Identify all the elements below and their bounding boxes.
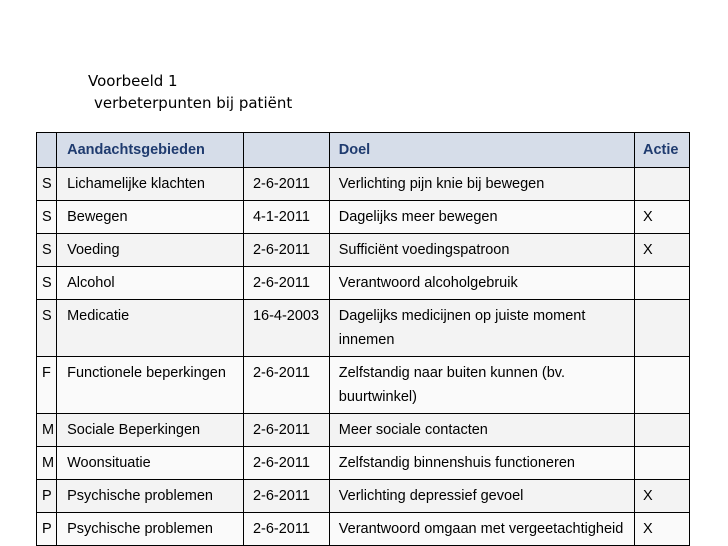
cell-code: M <box>37 447 57 480</box>
cell-area: Lichamelijke klachten <box>57 168 244 201</box>
header-goal: Doel <box>329 133 634 168</box>
table-row <box>37 357 690 414</box>
slide-subtitle: verbeterpunten bij patiënt <box>94 94 293 112</box>
cell-action <box>634 414 689 447</box>
cell-area: Medicatie <box>57 300 244 357</box>
table-header-row <box>37 133 690 168</box>
cell-date: 2-6-2011 <box>243 480 329 513</box>
cell-action <box>634 357 689 414</box>
cell-code: P <box>37 480 57 513</box>
cell-code: S <box>37 168 57 201</box>
cell-date: 2-6-2011 <box>243 168 329 201</box>
cell-goal: Dagelijks meer bewegen <box>329 201 634 234</box>
cell-action <box>634 447 689 480</box>
table-row <box>37 480 690 513</box>
cell-action: X <box>634 513 689 546</box>
slide-title: Voorbeeld 1 <box>88 72 178 90</box>
cell-date: 2-6-2011 <box>243 234 329 267</box>
cell-goal: Verlichting pijn knie bij bewegen <box>329 168 634 201</box>
cell-code: S <box>37 201 57 234</box>
header-code <box>37 133 57 168</box>
improvement-table <box>36 132 690 546</box>
cell-action: X <box>634 480 689 513</box>
table-row <box>37 414 690 447</box>
cell-code: S <box>37 300 57 357</box>
cell-date: 2-6-2011 <box>243 513 329 546</box>
cell-code: S <box>37 267 57 300</box>
table-row <box>37 168 690 201</box>
cell-date: 2-6-2011 <box>243 447 329 480</box>
cell-date: 16-4-2003 <box>243 300 329 357</box>
table-row <box>37 513 690 546</box>
cell-area: Sociale Beperkingen <box>57 414 244 447</box>
cell-date: 2-6-2011 <box>243 357 329 414</box>
cell-action <box>634 267 689 300</box>
table-row <box>37 201 690 234</box>
header-date <box>243 133 329 168</box>
cell-action <box>634 300 689 357</box>
cell-goal: Verlichting depressief gevoel <box>329 480 634 513</box>
cell-goal: Dagelijks medicijnen op juiste moment innemen <box>329 300 634 357</box>
cell-date: 4-1-2011 <box>243 201 329 234</box>
cell-goal: Zelfstandig binnenshuis functioneren <box>329 447 634 480</box>
table-row <box>37 234 690 267</box>
cell-area: Psychische problemen <box>57 513 244 546</box>
cell-area: Bewegen <box>57 201 244 234</box>
cell-code: M <box>37 414 57 447</box>
cell-date: 2-6-2011 <box>243 414 329 447</box>
cell-area: Alcohol <box>57 267 244 300</box>
cell-goal: Verantwoord omgaan met vergeetachtigheid <box>329 513 634 546</box>
cell-code: S <box>37 234 57 267</box>
cell-goal: Verantwoord alcoholgebruik <box>329 267 634 300</box>
cell-action <box>634 168 689 201</box>
table-row <box>37 267 690 300</box>
cell-action: X <box>634 234 689 267</box>
cell-code: P <box>37 513 57 546</box>
header-action: Actie <box>634 133 689 168</box>
cell-goal: Meer sociale contacten <box>329 414 634 447</box>
cell-action: X <box>634 201 689 234</box>
header-area: Aandachtsgebieden <box>57 133 244 168</box>
table-row <box>37 447 690 480</box>
cell-area: Psychische problemen <box>57 480 244 513</box>
cell-code: F <box>37 357 57 414</box>
table-row <box>37 300 690 357</box>
cell-area: Voeding <box>57 234 244 267</box>
cell-area: Functionele beperkingen <box>57 357 244 414</box>
cell-goal: Sufficiënt voedingspatroon <box>329 234 634 267</box>
cell-goal: Zelfstandig naar buiten kunnen (bv. buurtwinkel) <box>329 357 634 414</box>
cell-area: Woonsituatie <box>57 447 244 480</box>
cell-date: 2-6-2011 <box>243 267 329 300</box>
